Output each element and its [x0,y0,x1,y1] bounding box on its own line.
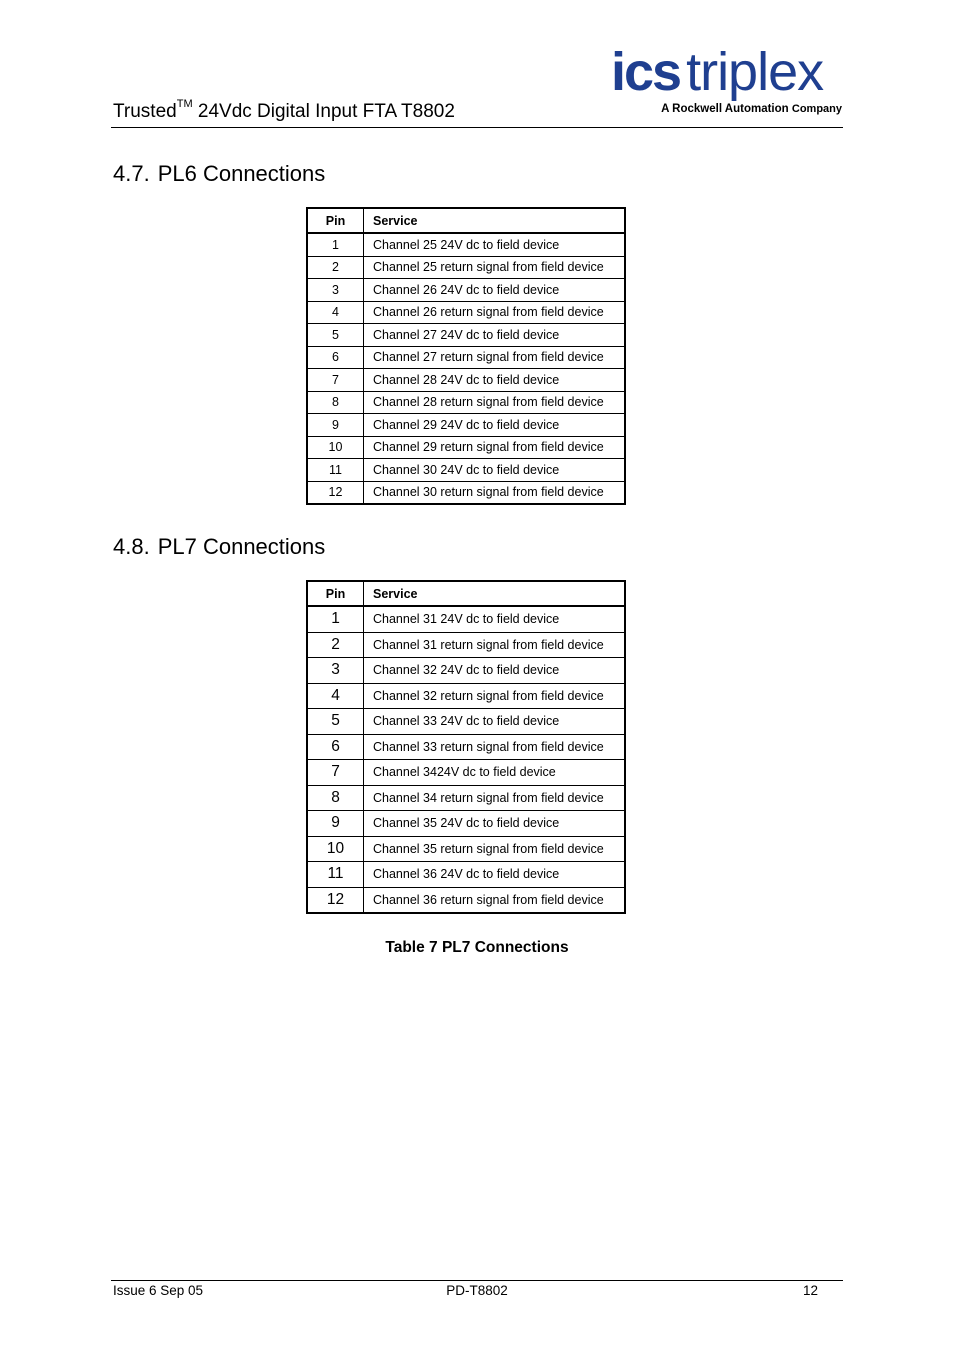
pin-cell: 9 [307,414,364,437]
service-cell: Channel 28 24V dc to field device [364,369,626,392]
table-row [307,887,625,913]
service-cell: Channel 30 return signal from field device [364,481,626,504]
table-row [307,760,625,786]
table-row [307,481,625,504]
pl7-table-body [307,606,625,913]
service-cell: Channel 3424V dc to field device [364,760,626,786]
section-heading-pl6 [113,161,325,187]
pin-cell: 3 [307,658,364,684]
service-cell: Channel 27 return signal from field device [364,346,626,369]
title-rest: 24Vdc Digital Input FTA T8802 [192,101,455,122]
table-header-row [307,208,625,233]
table-row [307,436,625,459]
service-column-header: Service [364,208,626,233]
service-cell: Channel 32 return signal from field device [364,683,626,709]
table-row [307,301,625,324]
section-title: PL7 Connections [157,534,326,559]
footer-issue: Issue 6 Sep 05 [113,1283,204,1298]
service-cell: Channel 31 24V dc to field device [364,606,626,632]
table-row [307,658,625,684]
service-cell: Channel 34 return signal from field device [364,785,626,811]
table-row [307,734,625,760]
table-row [307,709,625,735]
pin-cell: 10 [307,436,364,459]
company-logo [611,44,844,120]
service-cell: Channel 29 24V dc to field device [364,414,626,437]
service-cell: Channel 28 return signal from field device [364,391,626,414]
pin-cell: 11 [307,459,364,482]
table-row [307,811,625,837]
document-title [113,100,455,124]
pin-cell: 8 [307,391,364,414]
pin-cell: 2 [307,256,364,279]
pin-cell: 1 [307,233,364,256]
pin-cell: 11 [307,862,364,888]
table-row [307,836,625,862]
pin-cell: 7 [307,760,364,786]
service-cell: Channel 25 return signal from field device [364,256,626,279]
pin-cell: 6 [307,346,364,369]
pin-column-header: Pin [307,208,364,233]
table-row [307,279,625,302]
table-row [307,683,625,709]
pin-column-header: Pin [307,581,364,606]
table-row [307,414,625,437]
logo-tagline [661,103,842,115]
service-cell: Channel 25 24V dc to field device [364,233,626,256]
section-number: 4.8. [113,534,150,559]
service-cell: Channel 26 return signal from field device [364,301,626,324]
table-caption: Table 7 PL7 Connections [385,939,569,956]
footer-doc-id: PD-T8802 [446,1283,508,1298]
table-header-row [307,581,625,606]
logo-wordmark [611,44,823,104]
service-cell: Channel 33 24V dc to field device [364,709,626,735]
table-row [307,785,625,811]
pin-cell: 4 [307,683,364,709]
table-row [307,391,625,414]
pin-cell: 12 [307,481,364,504]
service-cell: Channel 36 return signal from field device [364,887,626,913]
service-column-header: Service [364,581,626,606]
pin-cell: 8 [307,785,364,811]
section-heading-pl7 [113,534,325,560]
table-row [307,369,625,392]
service-cell: Channel 35 return signal from field device [364,836,626,862]
service-cell: Channel 29 return signal from field device [364,436,626,459]
trademark-sup: TM [176,98,193,110]
section-number: 4.7. [113,161,150,186]
table-row [307,606,625,632]
pin-cell: 5 [307,324,364,347]
table-row [307,862,625,888]
service-cell: Channel 35 24V dc to field device [364,811,626,837]
service-cell: Channel 30 24V dc to field device [364,459,626,482]
table-row [307,346,625,369]
pl6-connections-table [306,207,626,505]
service-cell: Channel 31 return signal from field device [364,632,626,658]
logo-tagline-brand: A Rockwell Automation [661,103,789,115]
logo-triplex: triplex [686,42,824,102]
pin-cell: 7 [307,369,364,392]
pin-cell: 1 [307,606,364,632]
pin-cell: 4 [307,301,364,324]
pin-cell: 2 [307,632,364,658]
table-row [307,632,625,658]
pin-cell: 10 [307,836,364,862]
service-cell: Channel 27 24V dc to field device [364,324,626,347]
logo-tagline-company: Company [791,103,842,115]
service-cell: Channel 36 24V dc to field device [364,862,626,888]
table-row [307,324,625,347]
logo-ics: ics [611,42,681,102]
header-divider [111,127,843,128]
pl7-connections-table [306,580,626,914]
footer-page-number: 12 [802,1283,818,1298]
title-main: Trusted [113,101,177,122]
service-cell: Channel 32 24V dc to field device [364,658,626,684]
pin-cell: 9 [307,811,364,837]
pin-cell: 3 [307,279,364,302]
pl6-table-body [307,233,625,504]
table-row [307,233,625,256]
section-title: PL6 Connections [157,161,326,186]
pin-cell: 6 [307,734,364,760]
pin-cell: 5 [307,709,364,735]
footer-divider [111,1280,843,1281]
service-cell: Channel 26 24V dc to field device [364,279,626,302]
table-row [307,459,625,482]
table-row [307,256,625,279]
pin-cell: 12 [307,887,364,913]
service-cell: Channel 33 return signal from field device [364,734,626,760]
